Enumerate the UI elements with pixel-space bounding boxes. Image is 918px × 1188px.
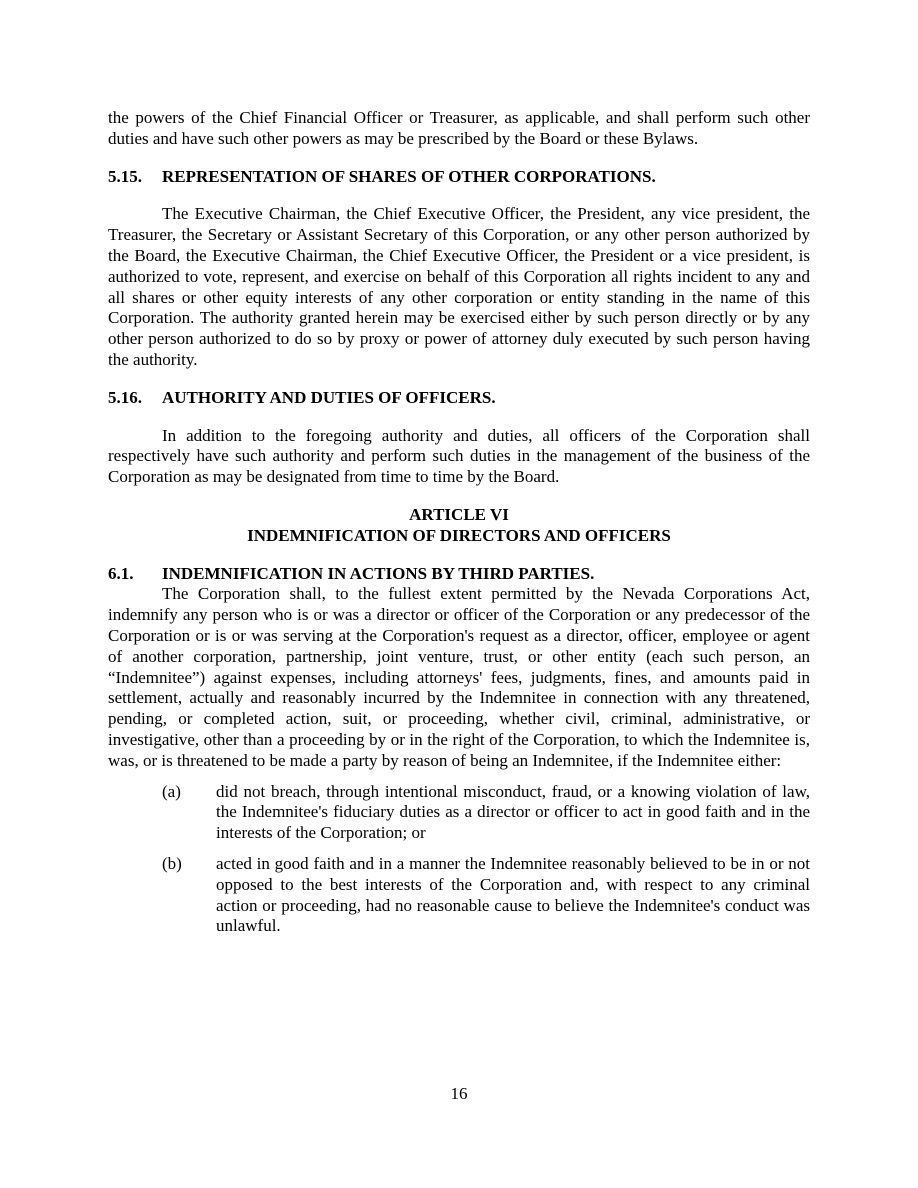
section-5-15-heading <box>108 167 810 188</box>
section-number: 5.15. <box>108 166 142 186</box>
section-6-1-body: The Corporation shall, to the fullest extent permitted by the Nevada Corporations Act, indemnify any person who is or was a director or officer of the Corporation or any predecessor of the Corporation or is or was serving at the Corporation's request as a director, officer, employee or agent of another corporation, partnership, joint venture, trust, or other entity (each such person, an “Indemnitee”) against expenses, including attorneys' fees, judgments, fines, and amounts paid in settlement, actually and reasonably incurred by the Indemnitee in connection with any threatened, pending, or completed action, suit, or proceeding, whether civil, criminal, administrative, or investigative, other than a proceeding by or in the right of the Corporation, to which the Indemnitee is, was, or is threatened to be made a party by reason of being an Indemnitee, if the Indemnitee either: <box>108 584 810 770</box>
section-6-1-heading <box>108 564 810 585</box>
list-item-label: (b) <box>162 853 182 873</box>
section-5-16-heading <box>108 388 810 409</box>
section-title: INDEMNIFICATION IN ACTIONS BY THIRD PARTIES. <box>162 563 595 583</box>
document-page <box>108 108 810 937</box>
continuation-paragraph: the powers of the Chief Financial Officer or Treasurer, as applicable, and shall perform such other duties and have such other powers as may be prescribed by the Board or these Bylaws. <box>108 108 810 148</box>
list-item-b <box>108 854 810 937</box>
list-item-text: acted in good faith and in a manner the Indemnitee reasonably believed to be in or not opposed to the best interests of the Corporation and, with respect to any criminal action or proceeding, had no reasonable cause to believe the Indemnitee's conduct was unlawful. <box>216 853 810 936</box>
section-5-15-body: The Executive Chairman, the Chief Executive Officer, the President, any vice president, the Treasurer, the Secretary or Assistant Secretary of this Corporation, or any other person authorized by the Board, the Executive Chairman, the Chief Executive Officer, the President or a vice president, is authorized to vote, represent, and exercise on behalf of this Corporation all rights incident to any and all shares or other equity interests of any other corporation or entity standing in the name of this Corporation. The authority granted herein may be exercised either by such person directly or by any other person authorized to do so by proxy or power of attorney duly executed by such person having the authority. <box>108 204 810 369</box>
section-number: 6.1. <box>108 563 134 583</box>
section-title: AUTHORITY AND DUTIES OF OFFICERS. <box>162 387 496 407</box>
article-label: ARTICLE VI <box>409 504 509 524</box>
section-title: REPRESENTATION OF SHARES OF OTHER CORPORATIONS. <box>162 166 656 186</box>
article-title: INDEMNIFICATION OF DIRECTORS AND OFFICERS <box>247 525 671 545</box>
list-item-label: (a) <box>162 781 181 801</box>
section-number: 5.16. <box>108 387 142 407</box>
list-item-a <box>108 782 810 844</box>
list-item-text: did not breach, through intentional misconduct, fraud, or a knowing violation of law, the Indemnitee's fiduciary duties as a director or officer to act in good faith and in the interests of the Corporation; or <box>216 781 810 843</box>
page-number: 16 <box>450 1084 468 1103</box>
section-5-16-body: In addition to the foregoing authority and duties, all officers of the Corporation shall respectively have such authority and perform such duties in the management of the business of the Corporation as may be designated from time to time by the Board. <box>108 425 810 487</box>
